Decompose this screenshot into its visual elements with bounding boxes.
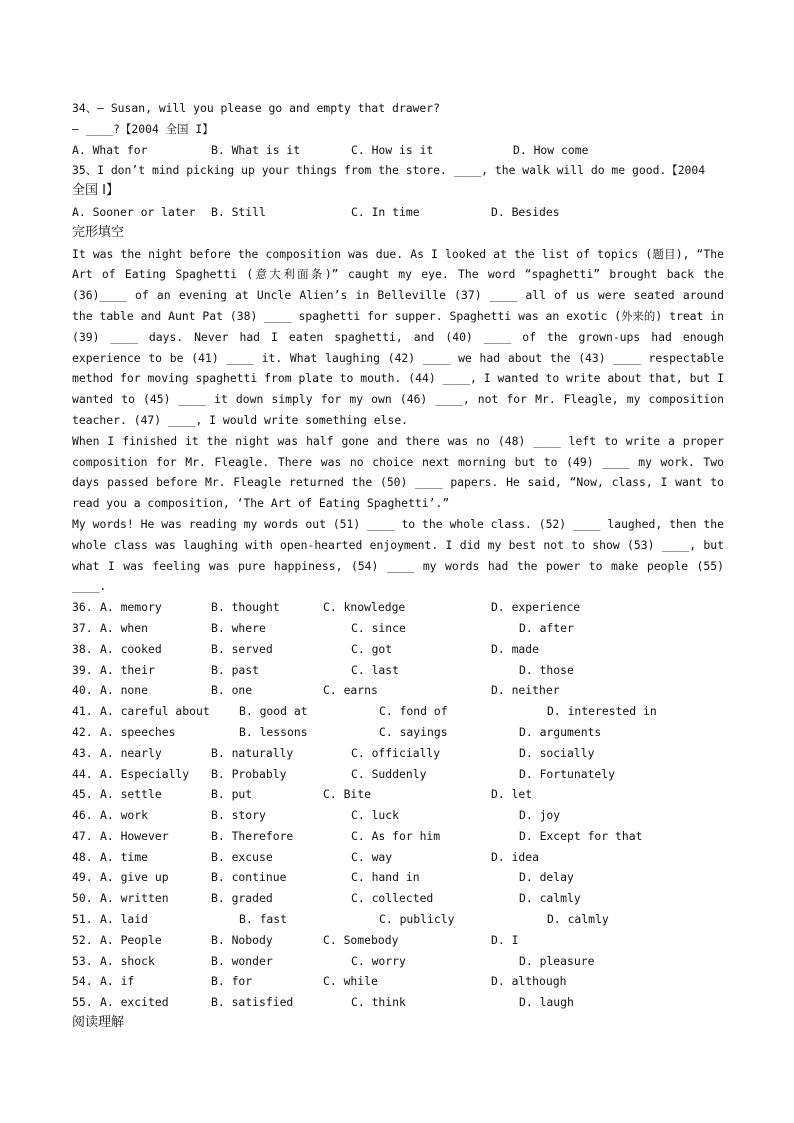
answer-option-c: C. hand in [351, 870, 420, 885]
question-number: 46. [72, 808, 93, 823]
answer-option-a: A. cooked [100, 641, 162, 656]
question-number: 45. [72, 787, 93, 802]
q35-option-c: C. In time [351, 204, 420, 219]
q35-option-a: A. Sooner or later [72, 204, 196, 219]
answer-option-a: A. give up [100, 870, 169, 885]
answer-option-a: A. none [100, 683, 149, 698]
question-number: 42. [72, 724, 93, 739]
answer-option-d: D. although [491, 974, 567, 989]
q34-line1: 34、— Susan, will you please go and empty that drawer? [72, 101, 440, 115]
answer-option-a: A. nearly [100, 745, 162, 760]
answer-option-a: A. However [100, 828, 169, 843]
answer-option-d: D. Except for that [519, 828, 643, 843]
answer-option-d: D. neither [491, 683, 560, 698]
answer-option-d: D. those [519, 662, 574, 677]
answer-option-d: D. experience [491, 600, 581, 615]
answer-row [72, 971, 724, 992]
answer-option-a: A. People [100, 932, 162, 947]
answer-option-c: C. luck [351, 808, 400, 823]
answer-option-a: A. excited [100, 995, 169, 1010]
answer-row [72, 826, 724, 847]
answer-option-c: C. earns [323, 683, 378, 698]
q35-line2: 全国 I】 [72, 183, 119, 199]
answer-row [72, 597, 724, 618]
answer-option-b: B. naturally [211, 745, 294, 760]
cloze-heading: 完形填空 [72, 224, 125, 240]
answer-option-c: C. As for him [351, 828, 441, 843]
answer-option-b: B. story [211, 808, 266, 823]
question-number: 37. [72, 620, 93, 635]
answer-option-b: B. good at [239, 704, 308, 719]
answer-option-c: C. sayings [379, 724, 448, 739]
answer-option-c: C. collected [351, 891, 434, 906]
question-number: 39. [72, 662, 93, 677]
answer-row [72, 618, 724, 639]
q35-line1: 35、I don’t mind picking up your things from the store. ____, the walk will do me good.【2004 [72, 163, 706, 178]
answer-option-a: A. settle [100, 787, 162, 802]
answer-option-c: C. fond of [379, 704, 448, 719]
answer-option-b: B. put [211, 787, 253, 802]
question-number: 38. [72, 641, 93, 656]
q35-option-b: B. Still [211, 204, 266, 219]
answer-option-c: C. since [351, 620, 406, 635]
answer-option-a: A. time [100, 849, 149, 864]
answer-option-c: C. Suddenly [351, 766, 427, 781]
answer-row [72, 847, 724, 868]
answer-option-b: B. excuse [211, 849, 273, 864]
answer-option-c: C. worry [351, 953, 406, 968]
answer-row [72, 701, 724, 722]
answer-option-d: D. arguments [519, 724, 602, 739]
answer-option-c: C. Somebody [323, 932, 399, 947]
answer-option-a: A. speeches [100, 724, 176, 739]
answer-row [72, 784, 724, 805]
question-number: 44. [72, 766, 93, 781]
answer-option-b: B. for [211, 974, 253, 989]
question-number: 48. [72, 849, 93, 864]
answer-option-d: D. socially [519, 745, 595, 760]
answer-row [72, 680, 724, 701]
answer-option-d: D. Fortunately [519, 766, 616, 781]
answer-option-d: D. pleasure [519, 953, 595, 968]
answer-option-b: B. graded [211, 891, 273, 906]
answer-option-d: D. let [491, 787, 533, 802]
passage-paragraph: My words! He was reading my words out (51) ____ to the whole class. (52) ____ laughed, then the whole class was laughing with open-hearted enjoyment. I did my best not to show (53) ____, but what I was feeling was pure happiness, (54) ____ my words had the power to make people (55) ____. [72, 516, 724, 594]
answer-option-a: A. shock [100, 953, 155, 968]
reading-heading: 阅读理解 [72, 1015, 125, 1031]
answer-option-b: B. Nobody [211, 932, 273, 947]
answer-option-d: D. calmly [519, 891, 581, 906]
answer-option-c: C. Bite [323, 787, 372, 802]
answer-row [72, 764, 724, 785]
answer-row [72, 867, 724, 888]
answer-option-a: A. when [100, 620, 149, 635]
question-number: 51. [72, 912, 93, 927]
answer-row [72, 930, 724, 951]
answer-option-a: A. their [100, 662, 155, 677]
question-number: 53. [72, 953, 93, 968]
answer-row [72, 992, 724, 1013]
question-number: 54. [72, 974, 93, 989]
question-number: 50. [72, 891, 93, 906]
answer-option-b: B. wonder [211, 953, 273, 968]
answer-option-c: C. think [351, 995, 406, 1010]
answer-option-a: A. memory [100, 600, 162, 615]
answer-option-c: C. publicly [379, 912, 455, 927]
answer-option-c: C. officially [351, 745, 441, 760]
passage-paragraph: It was the night before the composition was due. As I looked at the list of topics (题目), “The Art of Eating Spaghetti (意大利面条)” caught my eye. The word “spaghetti” brought back the (36)____ of an evening at Uncle Alien’s in Belleville (37) ____ all of us were seated around the table and Aunt Pat (38) ____ spaghetti for supper. Spaghetti was an exotic (外来的) treat in (39) ____ days. Never had I eaten spaghetti, and (40) ____ of the grown-ups had enough experience to be (41) ____ it. What laughing (42) ____ we had about the (43) ____ respectable method for moving spaghetti from plate to mouth. (44) ____, I wanted to write about that, but I wanted to (45) ____ it down simply for my own (46) ____, not for Mr. Fleagle, my composition teacher. (47) ____, I would write something else. [72, 246, 724, 427]
answer-option-b: B. past [211, 662, 260, 677]
answer-row [72, 951, 724, 972]
answer-row [72, 639, 724, 660]
answer-option-a: A. if [100, 974, 135, 989]
passage-paragraph: When I finished it the night was half gone and there was no (48) ____ left to write a proper composition for Mr. Fleagle. There was no choice next morning but to (49) ____ my work. Two days passed before Mr. Fleagle returned the (50) ____ papers. He said, “Now, class, I want to read you a composition, ‘The Art of Eating Spaghetti’.” [72, 433, 724, 511]
answer-option-d: D. made [491, 641, 540, 656]
q35-option-d: D. Besides [491, 204, 560, 219]
question-number: 36. [72, 600, 93, 615]
answer-row [72, 909, 724, 930]
answer-option-a: A. careful about [100, 704, 210, 719]
answer-option-d: D. after [519, 620, 574, 635]
answer-option-b: B. one [211, 683, 253, 698]
answer-row [72, 888, 724, 909]
question-number: 43. [72, 745, 93, 760]
answer-row [72, 805, 724, 826]
q34-line2: — ____?【2004 全国 I】 [72, 121, 214, 136]
answer-option-b: B. satisfied [211, 995, 294, 1010]
answer-option-c: C. way [351, 849, 393, 864]
document-page [72, 98, 724, 1034]
answer-option-b: B. served [211, 641, 273, 656]
q34-option-d: D. How come [513, 142, 589, 157]
answer-row [72, 743, 724, 764]
q34-options [72, 140, 724, 161]
q35-options [72, 202, 724, 223]
answer-option-b: B. Probably [211, 766, 287, 781]
question-number: 55. [72, 995, 93, 1010]
answer-option-b: B. where [211, 620, 266, 635]
q34-option-a: A. What for [72, 142, 148, 157]
answer-option-b: B. thought [211, 600, 280, 615]
answer-option-a: A. Especially [100, 766, 190, 781]
answer-option-a: A. written [100, 891, 169, 906]
answer-option-b: B. lessons [239, 724, 308, 739]
answer-option-b: B. fast [239, 912, 288, 927]
question-number: 40. [72, 683, 93, 698]
answer-option-a: A. work [100, 808, 149, 823]
answer-row [72, 660, 724, 681]
question-number: 49. [72, 870, 93, 885]
answer-option-d: D. delay [519, 870, 574, 885]
answer-option-d: D. calmly [547, 912, 609, 927]
answer-option-d: D. interested in [547, 704, 657, 719]
question-number: 41. [72, 704, 93, 719]
answer-option-c: C. while [323, 974, 378, 989]
answer-option-d: D. idea [491, 849, 540, 864]
answer-option-d: D. laugh [519, 995, 574, 1010]
answer-option-c: C. knowledge [323, 600, 406, 615]
question-number: 47. [72, 828, 93, 843]
answer-option-c: C. last [351, 662, 400, 677]
q34-option-c: C. How is it [351, 142, 434, 157]
answer-option-b: B. continue [211, 870, 287, 885]
answer-option-a: A. laid [100, 912, 149, 927]
question-number: 52. [72, 932, 93, 947]
answer-option-d: D. I [491, 932, 519, 947]
answer-row [72, 722, 724, 743]
answer-option-c: C. got [351, 641, 393, 656]
answer-option-b: B. Therefore [211, 828, 294, 843]
answer-option-d: D. joy [519, 808, 561, 823]
q34-option-b: B. What is it [211, 142, 301, 157]
answer-options-list [72, 597, 724, 1013]
